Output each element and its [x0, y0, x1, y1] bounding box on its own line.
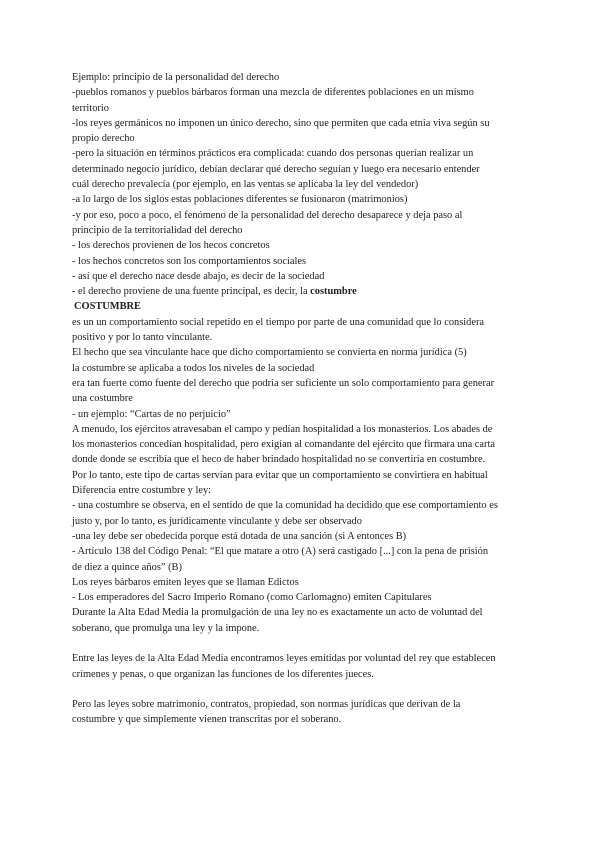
text-line-costumbre	[72, 284, 528, 299]
document-page	[72, 70, 528, 728]
text-line: -a lo largo de los siglos estas poblaciones diferentes se fusionaron (matrimonios)	[72, 194, 408, 206]
text-line: - los hechos concretos son los comportamientos sociales	[72, 255, 307, 267]
line-prefix: - el derecho proviene de una fuente principal, es decir, la	[72, 286, 311, 298]
text-line: - los derechos provienen de los hecos concretos	[72, 240, 270, 252]
text-line: Durante la Alta Edad Media la promulgación de una ley no es exactamente un acto de voluntad del	[72, 607, 483, 619]
text-line: es un un comportamiento social repetido en el tiempo por parte de una comunidad que lo considera	[72, 316, 485, 328]
text-line: A menudo, los ejércitos atravesaban el campo y pedían hospitalidad a los monasterios. Los abades de	[72, 423, 493, 435]
text-line: donde donde se escribía que el heco de haber brindado hospitalidad no se convertiría en costumbre.	[72, 454, 486, 466]
text-line: Ejemplo: principio de la personalidad del derecho	[72, 72, 280, 83]
blank-line	[72, 682, 528, 697]
text-line: -pero la situación en términos prácticos era complicada: cuando dos personas querían realizar un	[72, 148, 474, 160]
text-line: la costumbre se aplicaba a todos los niveles de la sociedad	[72, 362, 315, 374]
text-line: El hecho que sea vinculante hace que dicho comportamiento se convierta en norma jurídica (5)	[72, 347, 467, 359]
text-line: crímenes y penas, o que organizan las funciones de los diferentes jueces.	[72, 668, 374, 680]
text-line: soberano, que promulga una ley y la impone.	[72, 622, 260, 634]
paragraph-matrimonio	[72, 697, 528, 728]
text-line: los monasterios concedían hospitalidad, pero exigían al comandante del ejército que firmara una carta	[72, 439, 495, 451]
paragraph-personalidad	[72, 70, 528, 299]
text-line: Entre las leyes de la Alta Edad Media encontramos leyes emitidas por voluntad del rey que establecen	[72, 653, 496, 665]
text-line: de diez a quince años” (B)	[72, 561, 182, 573]
paragraph-costumbre	[72, 315, 528, 636]
text-line: Los reyes bárbaros emiten leyes que se llaman Edictos	[72, 576, 299, 588]
bold-term: costumbre	[310, 286, 357, 298]
text-line: -pueblos romanos y pueblos bárbaros forman una mezcla de diferentes poblaciones en un mismo	[72, 87, 474, 99]
text-line: -los reyes germánicos no imponen un único derecho, sino que permiten que cada etnia viva según su	[72, 117, 490, 129]
text-line: -y por eso, poco a poco, el fenómeno de la personalidad del derecho desaparece y deja paso al	[72, 209, 463, 221]
text-line: territorio	[72, 102, 109, 114]
text-line: - así que el derecho nace desde abajo, es decir de la sociedad	[72, 270, 325, 282]
text-line: Pero las leyes sobre matrimonio, contratos, propiedad, son normas jurídicas que derivan de la	[72, 699, 461, 711]
text-line: justo y, por lo tanto, es jurídicamente vinculante y debe ser observado	[72, 515, 362, 527]
text-line: -una ley debe ser obedecida porque está dotada de una sanción (si A entonces B)	[72, 530, 407, 542]
text-line: propio derecho	[72, 133, 135, 145]
text-line: determinado negocio jurídico, debían declarar qué derecho seguían y luego era necesario entender	[72, 163, 480, 175]
text-line: era tan fuerte como fuente del derecho que podría ser suficiente un solo comportamiento para generar	[72, 377, 495, 389]
text-line: cuál derecho prevalecía (por ejemplo, en las ventas se aplicaba la ley del vendedor)	[72, 179, 419, 191]
text-line: costumbre y que simplemente vienen transcritas por el soberano.	[72, 714, 342, 726]
text-line: - Los emperadores del Sacro Imperio Romano (como Carlomagno) emiten Capitulares	[72, 592, 432, 604]
blank-line	[72, 636, 528, 651]
text-line: positivo y por lo tanto vinculante.	[72, 332, 213, 344]
text-line: - Artículo 138 del Código Penal: “El que matare a otro (A) será castigado [...] con la pena de prisión	[72, 546, 489, 558]
text-line: principio de la territorialidad del derecho	[72, 224, 243, 236]
section-heading: COSTUMBRE	[74, 301, 141, 313]
paragraph-leyes	[72, 651, 528, 682]
text-line: una costumbre	[72, 393, 133, 405]
text-line: - una costumbre se observa, en el sentido de que la comunidad ha decidido que ese comportamiento es	[72, 500, 498, 512]
text-line: - un ejemplo: “Cartas de no perjuicio”	[72, 408, 231, 420]
text-line: Por lo tanto, este tipo de cartas servían para evitar que un comportamiento se convirtiera en habitual	[72, 469, 488, 481]
text-line: Diferencia entre costumbre y ley:	[72, 485, 212, 497]
